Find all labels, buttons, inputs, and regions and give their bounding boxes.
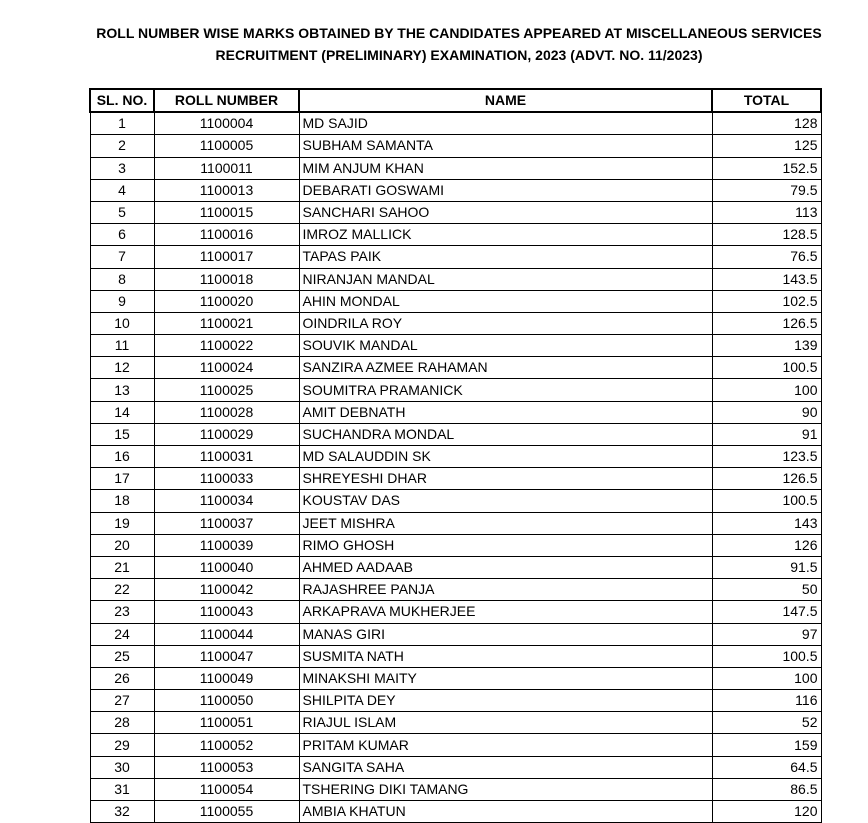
cell-sl-no: 7 [90, 246, 154, 268]
cell-sl-no: 30 [90, 756, 154, 778]
table-row [90, 712, 821, 734]
cell-name: NIRANJAN MANDAL [299, 268, 712, 290]
header-name: NAME [299, 89, 712, 112]
cell-sl-no: 2 [90, 135, 154, 157]
cell-roll-number: 1100054 [154, 778, 299, 800]
cell-name: JEET MISHRA [299, 512, 712, 534]
table-row [90, 512, 821, 534]
cell-total: 126.5 [712, 312, 821, 334]
cell-name: MANAS GIRI [299, 623, 712, 645]
cell-name: ARKAPRAVA MUKHERJEE [299, 601, 712, 623]
cell-name: SHILPITA DEY [299, 690, 712, 712]
cell-total: 86.5 [712, 778, 821, 800]
cell-roll-number: 1100025 [154, 379, 299, 401]
table-row [90, 778, 821, 800]
cell-roll-number: 1100031 [154, 446, 299, 468]
cell-sl-no: 26 [90, 667, 154, 689]
cell-roll-number: 1100024 [154, 357, 299, 379]
table-row [90, 312, 821, 334]
document-title-line2: RECRUITMENT (PRELIMINARY) EXAMINATION, 2023 (ADVT. NO. 11/2023) [215, 47, 703, 63]
cell-roll-number: 1100040 [154, 556, 299, 578]
cell-total: 100.5 [712, 357, 821, 379]
cell-roll-number: 1100050 [154, 690, 299, 712]
marks-table [89, 88, 822, 823]
cell-sl-no: 4 [90, 179, 154, 201]
cell-name: SHREYESHI DHAR [299, 468, 712, 490]
cell-sl-no: 18 [90, 490, 154, 512]
table-row [90, 335, 821, 357]
table-row [90, 290, 821, 312]
table-row [90, 756, 821, 778]
table-row [90, 734, 821, 756]
cell-name: MIM ANJUM KHAN [299, 157, 712, 179]
cell-total: 152.5 [712, 157, 821, 179]
table-row [90, 601, 821, 623]
document-title-line1: ROLL NUMBER WISE MARKS OBTAINED BY THE CANDIDATES APPEARED AT MISCELLANEOUS SERVICES [96, 25, 822, 41]
cell-total: 91.5 [712, 556, 821, 578]
cell-sl-no: 12 [90, 357, 154, 379]
table-row [90, 667, 821, 689]
cell-roll-number: 1100013 [154, 179, 299, 201]
cell-name: TAPAS PAIK [299, 246, 712, 268]
header-sl-no: SL. NO. [90, 89, 154, 112]
cell-sl-no: 15 [90, 423, 154, 445]
table-row [90, 534, 821, 556]
cell-total: 143 [712, 512, 821, 534]
cell-sl-no: 21 [90, 556, 154, 578]
cell-roll-number: 1100051 [154, 712, 299, 734]
cell-total: 79.5 [712, 179, 821, 201]
cell-total: 100.5 [712, 645, 821, 667]
cell-roll-number: 1100011 [154, 157, 299, 179]
cell-roll-number: 1100017 [154, 246, 299, 268]
cell-roll-number: 1100052 [154, 734, 299, 756]
cell-name: SUBHAM SAMANTA [299, 135, 712, 157]
cell-roll-number: 1100016 [154, 224, 299, 246]
cell-name: TSHERING DIKI TAMANG [299, 778, 712, 800]
cell-name: MINAKSHI MAITY [299, 667, 712, 689]
table-row [90, 556, 821, 578]
header-roll-number: ROLL NUMBER [154, 89, 299, 112]
cell-name: AHMED AADAAB [299, 556, 712, 578]
cell-name: RIMO GHOSH [299, 534, 712, 556]
cell-roll-number: 1100005 [154, 135, 299, 157]
table-row [90, 690, 821, 712]
cell-total: 159 [712, 734, 821, 756]
cell-total: 100 [712, 379, 821, 401]
cell-total: 52 [712, 712, 821, 734]
cell-sl-no: 1 [90, 112, 154, 135]
table-row [90, 268, 821, 290]
cell-total: 143.5 [712, 268, 821, 290]
table-row [90, 135, 821, 157]
cell-roll-number: 1100047 [154, 645, 299, 667]
cell-sl-no: 31 [90, 778, 154, 800]
cell-roll-number: 1100055 [154, 801, 299, 823]
cell-sl-no: 13 [90, 379, 154, 401]
cell-total: 139 [712, 335, 821, 357]
cell-roll-number: 1100039 [154, 534, 299, 556]
cell-total: 91 [712, 423, 821, 445]
cell-name: SUSMITA NATH [299, 645, 712, 667]
cell-total: 97 [712, 623, 821, 645]
cell-sl-no: 32 [90, 801, 154, 823]
cell-sl-no: 28 [90, 712, 154, 734]
cell-roll-number: 1100033 [154, 468, 299, 490]
table-row [90, 801, 821, 823]
cell-sl-no: 23 [90, 601, 154, 623]
table-row [90, 446, 821, 468]
cell-roll-number: 1100029 [154, 423, 299, 445]
cell-sl-no: 11 [90, 335, 154, 357]
cell-name: SUCHANDRA MONDAL [299, 423, 712, 445]
cell-total: 116 [712, 690, 821, 712]
cell-total: 128 [712, 112, 821, 135]
cell-roll-number: 1100018 [154, 268, 299, 290]
cell-name: RIAJUL ISLAM [299, 712, 712, 734]
header-total: TOTAL [712, 89, 821, 112]
cell-total: 126.5 [712, 468, 821, 490]
cell-name: KOUSTAV DAS [299, 490, 712, 512]
cell-total: 120 [712, 801, 821, 823]
cell-roll-number: 1100022 [154, 335, 299, 357]
table-row [90, 179, 821, 201]
cell-name: SANGITA SAHA [299, 756, 712, 778]
cell-sl-no: 14 [90, 401, 154, 423]
header-row [90, 89, 821, 112]
cell-roll-number: 1100021 [154, 312, 299, 334]
cell-name: PRITAM KUMAR [299, 734, 712, 756]
cell-total: 123.5 [712, 446, 821, 468]
cell-total: 100 [712, 667, 821, 689]
cell-name: SOUMITRA PRAMANICK [299, 379, 712, 401]
cell-name: SANCHARI SAHOO [299, 201, 712, 223]
cell-sl-no: 25 [90, 645, 154, 667]
cell-total: 113 [712, 201, 821, 223]
cell-name: AMIT DEBNATH [299, 401, 712, 423]
cell-roll-number: 1100015 [154, 201, 299, 223]
cell-sl-no: 3 [90, 157, 154, 179]
cell-total: 125 [712, 135, 821, 157]
table-row [90, 423, 821, 445]
cell-roll-number: 1100053 [154, 756, 299, 778]
cell-sl-no: 20 [90, 534, 154, 556]
cell-roll-number: 1100043 [154, 601, 299, 623]
cell-name: MD SAJID [299, 112, 712, 135]
cell-roll-number: 1100049 [154, 667, 299, 689]
table-row [90, 224, 821, 246]
cell-total: 126 [712, 534, 821, 556]
table-row [90, 379, 821, 401]
table-body [90, 112, 821, 823]
cell-roll-number: 1100037 [154, 512, 299, 534]
cell-roll-number: 1100044 [154, 623, 299, 645]
cell-sl-no: 17 [90, 468, 154, 490]
cell-name: AMBIA KHATUN [299, 801, 712, 823]
table-row [90, 490, 821, 512]
cell-roll-number: 1100020 [154, 290, 299, 312]
table-row [90, 157, 821, 179]
cell-sl-no: 22 [90, 579, 154, 601]
table-row [90, 357, 821, 379]
table-header [90, 89, 821, 112]
cell-name: DEBARATI GOSWAMI [299, 179, 712, 201]
table-row [90, 468, 821, 490]
cell-total: 50 [712, 579, 821, 601]
cell-name: IMROZ MALLICK [299, 224, 712, 246]
table-row [90, 201, 821, 223]
cell-roll-number: 1100034 [154, 490, 299, 512]
cell-sl-no: 10 [90, 312, 154, 334]
cell-sl-no: 27 [90, 690, 154, 712]
cell-name: RAJASHREE PANJA [299, 579, 712, 601]
table-row [90, 645, 821, 667]
cell-name: SANZIRA AZMEE RAHAMAN [299, 357, 712, 379]
cell-name: AHIN MONDAL [299, 290, 712, 312]
cell-name: OINDRILA ROY [299, 312, 712, 334]
table-row [90, 623, 821, 645]
cell-sl-no: 29 [90, 734, 154, 756]
cell-sl-no: 9 [90, 290, 154, 312]
cell-sl-no: 6 [90, 224, 154, 246]
cell-total: 100.5 [712, 490, 821, 512]
cell-sl-no: 24 [90, 623, 154, 645]
cell-total: 102.5 [712, 290, 821, 312]
table-row [90, 579, 821, 601]
cell-name: MD SALAUDDIN SK [299, 446, 712, 468]
cell-total: 76.5 [712, 246, 821, 268]
cell-sl-no: 8 [90, 268, 154, 290]
cell-total: 90 [712, 401, 821, 423]
table-row [90, 112, 821, 135]
cell-sl-no: 16 [90, 446, 154, 468]
cell-name: SOUVIK MANDAL [299, 335, 712, 357]
cell-total: 128.5 [712, 224, 821, 246]
cell-roll-number: 1100004 [154, 112, 299, 135]
table-row [90, 401, 821, 423]
cell-total: 64.5 [712, 756, 821, 778]
cell-roll-number: 1100042 [154, 579, 299, 601]
table-row [90, 246, 821, 268]
cell-total: 147.5 [712, 601, 821, 623]
cell-roll-number: 1100028 [154, 401, 299, 423]
cell-sl-no: 19 [90, 512, 154, 534]
cell-sl-no: 5 [90, 201, 154, 223]
